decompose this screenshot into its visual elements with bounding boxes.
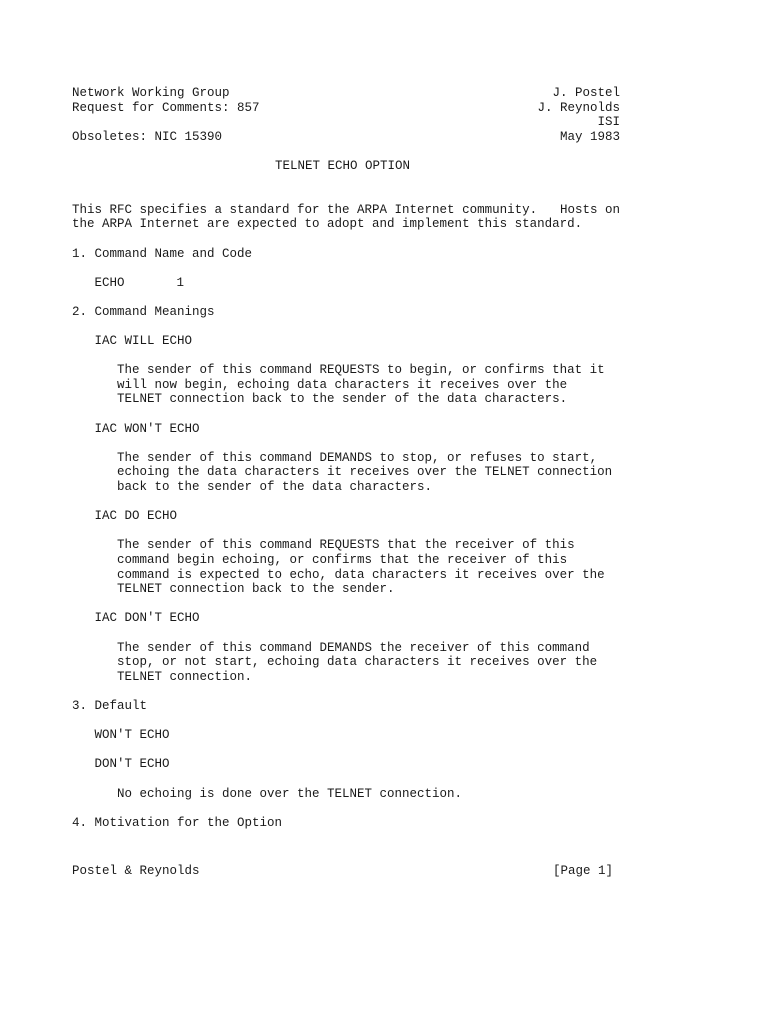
command-do-echo-desc: The sender of this command REQUESTS that the receiver of this	[117, 538, 575, 553]
command-will-echo: IAC WILL ECHO	[94, 334, 193, 349]
command-will-echo-desc: The sender of this command REQUESTS to begin, or confirms that it	[117, 363, 605, 378]
section-2-heading: 2. Command Meanings	[72, 304, 215, 319]
command-dont-echo: IAC DON'T ECHO	[94, 611, 200, 626]
spacer	[72, 320, 620, 335]
default-wont-echo: WON'T ECHO	[94, 728, 170, 743]
header-rfc-number: Request for Comments: 857	[72, 100, 260, 115]
footer-authors: Postel & Reynolds	[72, 864, 200, 878]
command-name: ECHO	[94, 275, 125, 290]
header-row-2	[72, 101, 620, 116]
section-1-heading: 1. Command Name and Code	[72, 246, 253, 261]
command-dont-echo-desc: The sender of this command DEMANDS the receiver of this command	[117, 640, 590, 655]
spacer	[72, 684, 620, 699]
intro-line-2: the ARPA Internet are expected to adopt and implement this standard.	[72, 217, 583, 232]
intro-line-1	[72, 203, 620, 218]
document-title: TELNET ECHO OPTION	[275, 158, 411, 173]
header-row-1	[72, 86, 620, 101]
header-affiliation: ISI	[597, 115, 620, 130]
page-footer	[72, 864, 613, 879]
default-dont-echo: DON'T ECHO	[94, 757, 170, 772]
spacer	[72, 349, 620, 364]
header-row-3	[72, 115, 620, 130]
intro-text-b: Hosts on	[559, 202, 620, 217]
command-do-echo-desc: command is expected to echo, data characters it receives over the	[117, 567, 605, 582]
spacer	[72, 144, 620, 159]
command-code-row	[72, 276, 620, 291]
spacer	[72, 524, 620, 539]
command-do-echo-desc: command begin echoing, or confirms that the receiver of this	[117, 553, 568, 567]
spacer	[72, 495, 620, 510]
header-date: May 1983	[559, 129, 620, 144]
section-3-heading: 3. Default	[72, 698, 148, 713]
command-wont-echo-desc: The sender of this command DEMANDS to stop, or refuses to start,	[117, 450, 598, 465]
command-do-echo: IAC DO ECHO	[94, 509, 178, 524]
spacer	[72, 597, 620, 612]
spacer	[72, 290, 620, 305]
command-will-echo-desc: TELNET connection back to the sender of the data characters.	[117, 392, 568, 407]
footer-page-number: [Page 1]	[552, 864, 613, 878]
command-wont-echo: IAC WON'T ECHO	[94, 421, 200, 436]
spacer	[72, 436, 620, 451]
header-obsoletes: Obsoletes: NIC 15390	[72, 129, 223, 144]
spacer	[72, 626, 620, 641]
spacer	[72, 407, 620, 422]
spacer	[72, 801, 620, 816]
spacer	[72, 232, 620, 247]
header-author-1: J. Postel	[552, 86, 620, 100]
rfc-page	[72, 86, 620, 830]
header-author-2: J. Reynolds	[537, 100, 620, 115]
command-code: 1	[176, 275, 185, 290]
header-org: Network Working Group	[72, 86, 230, 100]
default-note: No echoing is done over the TELNET connection.	[117, 786, 463, 801]
spacer	[72, 772, 620, 787]
intro-text-a: This RFC specifies a standard for the ARPA Internet community.	[72, 202, 538, 217]
spacer	[72, 174, 620, 203]
section-4-heading: 4. Motivation for the Option	[72, 815, 283, 830]
command-will-echo-desc: will now begin, echoing data characters it receives over the	[117, 377, 568, 392]
command-wont-echo-desc: echoing the data characters it receives over the TELNET connection	[117, 465, 613, 480]
spacer	[72, 714, 620, 729]
spacer	[72, 261, 620, 276]
header-row-4	[72, 130, 620, 145]
command-do-echo-desc: TELNET connection back to the sender.	[117, 582, 395, 597]
command-dont-echo-desc: stop, or not start, echoing data characters it receives over the	[117, 655, 598, 670]
command-dont-echo-desc: TELNET connection.	[117, 669, 253, 684]
command-wont-echo-desc: back to the sender of the data characters.	[117, 480, 433, 495]
spacer	[72, 743, 620, 758]
